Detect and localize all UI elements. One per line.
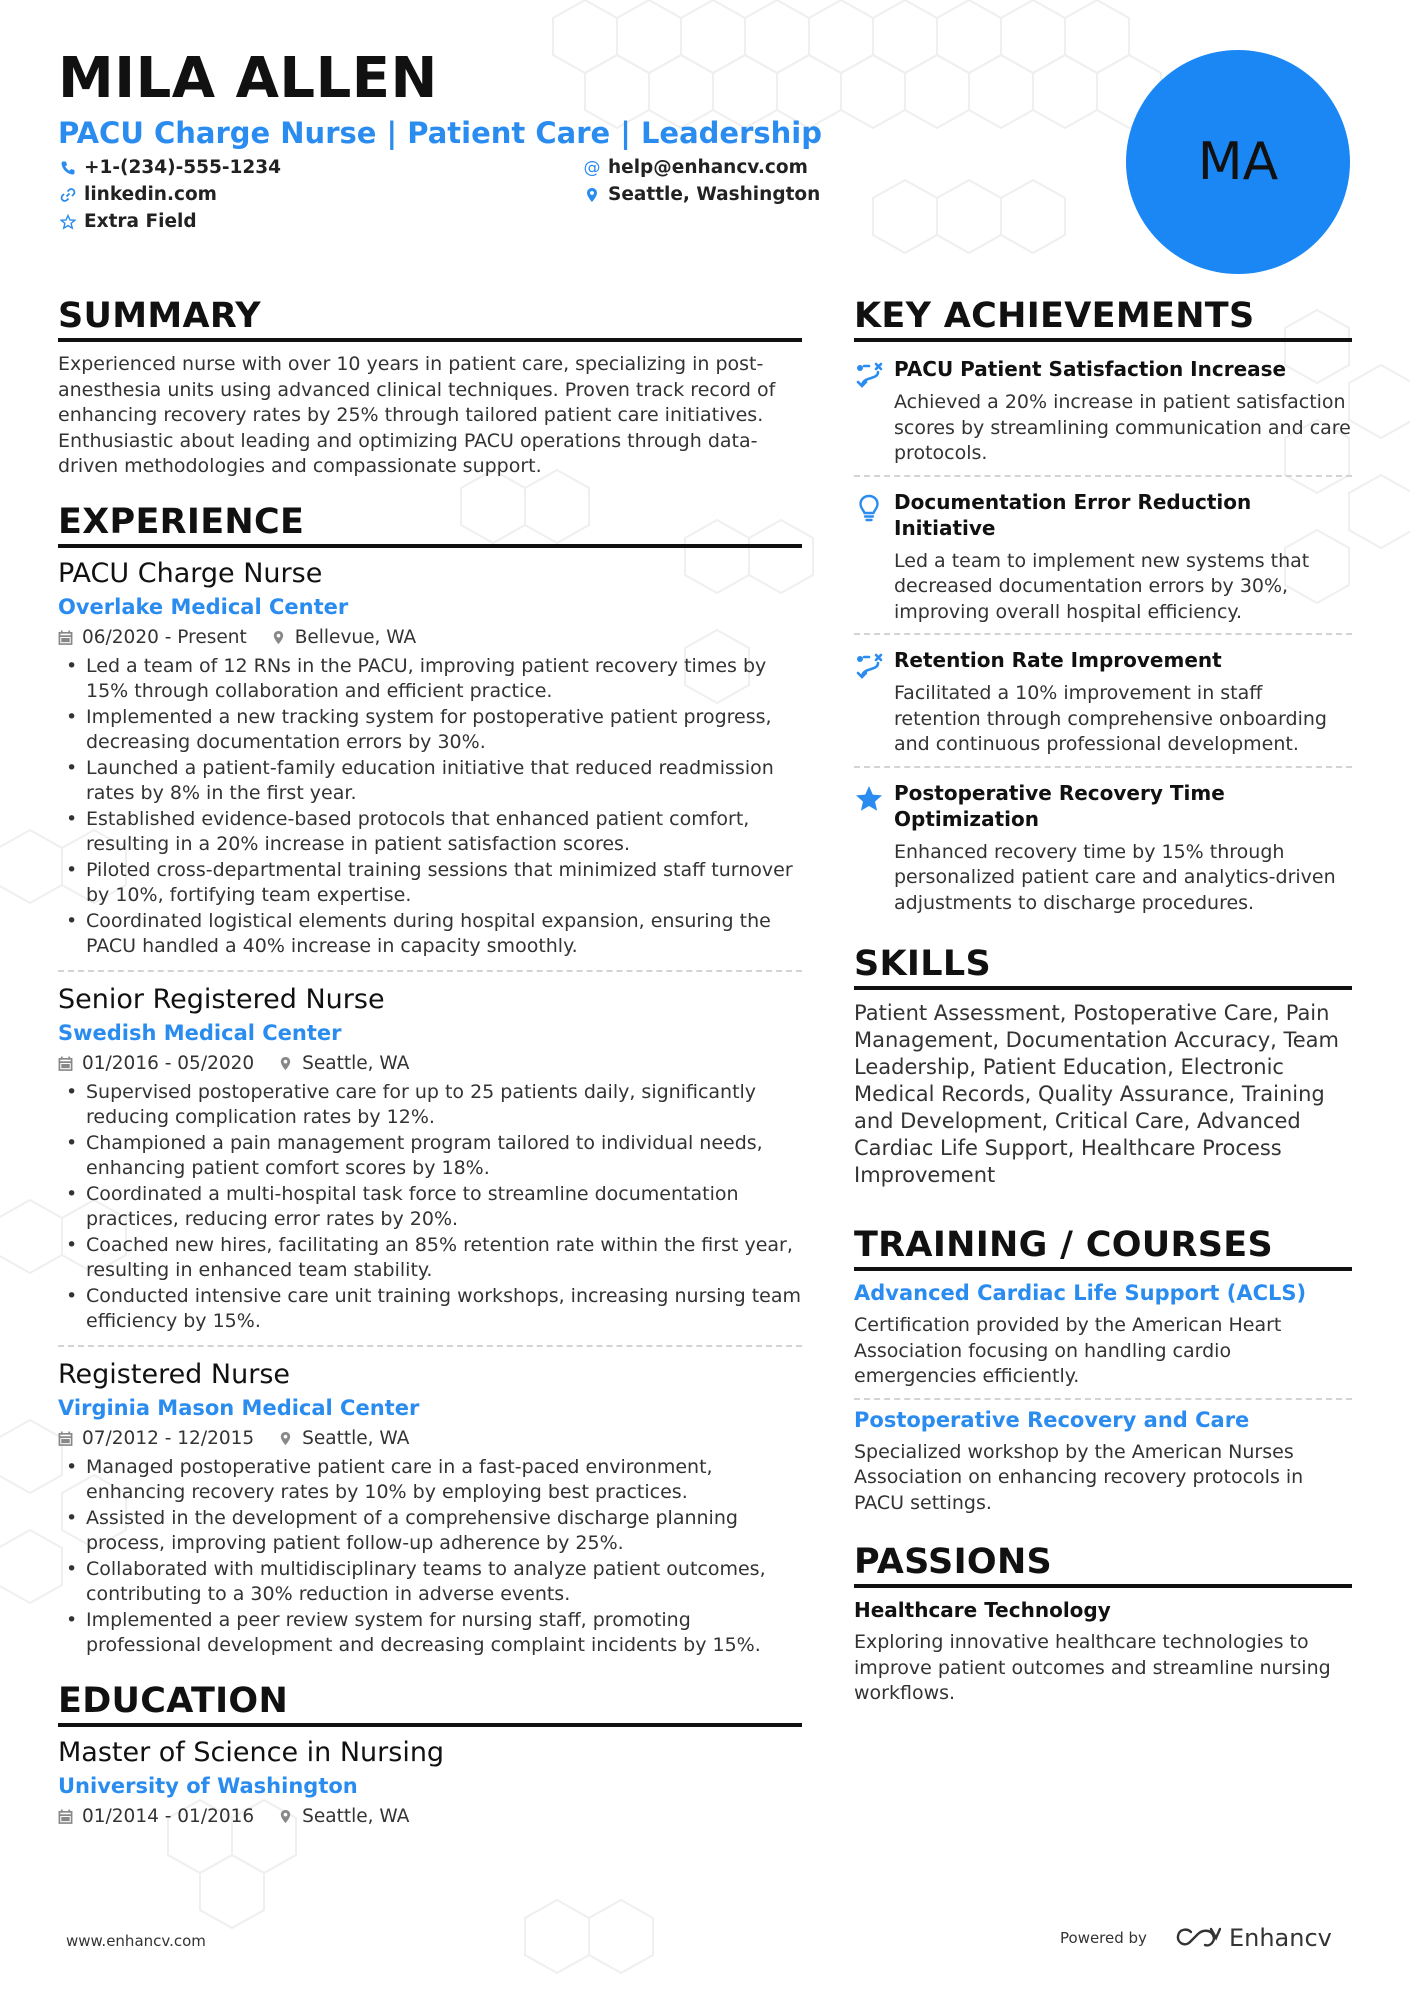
achievement-title: PACU Patient Satisfaction Increase [894, 357, 1287, 381]
achievement-desc: Achieved a 20% increase in patient satisfaction scores by streamlining communication and care protocols. [894, 391, 1351, 464]
job-dates [58, 1428, 254, 1449]
job-bullet: • Piloted cross-departmental training sessions that minimized staff turnover by 10%, fortifying team expertise. [58, 858, 802, 909]
achievement-desc: Facilitated a 10% improvement in staff retention through comprehensive onboarding and continuous professional development. [894, 682, 1327, 755]
avatar: MA [1126, 50, 1350, 274]
enhancv-brand-text: Enhancv [1228, 1924, 1332, 1952]
phone-text: +1-(234)-555-1234 [84, 157, 282, 178]
passions-heading: PASSIONS [854, 1542, 1352, 1588]
experience-heading: EXPERIENCE [58, 502, 802, 548]
calendar-icon [58, 630, 73, 645]
training-heading: TRAINING / COURSES [854, 1225, 1352, 1271]
contact-extra [60, 211, 197, 232]
phone-icon [60, 160, 76, 176]
job-bullets [58, 1455, 802, 1659]
course-title: Postoperative Recovery and Care [854, 1407, 1250, 1432]
job-company: Swedish Medical Center [58, 1020, 342, 1045]
job-dates [58, 1053, 254, 1074]
job-bullet: • Coached new hires, facilitating an 85% retention rate within the first year, resulting in enhanced team stability. [58, 1233, 802, 1284]
job-bullet: • Implemented a peer review system for nursing staff, promoting professional development and decreasing complaint incidents by 15%. [58, 1608, 802, 1659]
summary-heading: SUMMARY [58, 296, 802, 342]
route-icon [854, 356, 894, 467]
education-location [278, 1806, 409, 1827]
job-meta [58, 1428, 802, 1449]
achievement-item [854, 768, 1352, 925]
extra-field-text: Extra Field [84, 211, 197, 232]
course-desc: Certification provided by the American Heart Association focusing on handling cardio emergencies efficiently. [854, 1314, 1282, 1387]
job-role: PACU Charge Nurse [58, 557, 323, 589]
course-title: Advanced Cardiac Life Support (ACLS) [854, 1281, 1307, 1305]
education-degree: Master of Science in Nursing [58, 1736, 445, 1768]
job-company: Virginia Mason Medical Center [58, 1395, 420, 1420]
course-desc: Specialized workshop by the American Nurses Association on enhancing recovery protocols in PACU settings. [854, 1440, 1304, 1514]
job-dates-text: 07/2012 - 12/2015 [82, 1427, 255, 1449]
job-bullet: • Conducted intensive care unit training workshops, increasing nursing team efficiency by 15%. [58, 1284, 802, 1335]
candidate-title: PACU Charge Nurse | Patient Care | Leadership [58, 116, 822, 150]
education-dates-text: 01/2014 - 01/2016 [82, 1805, 255, 1827]
right-column [854, 296, 1352, 1707]
course-item [854, 1273, 1352, 1400]
achievement-title: Postoperative Recovery Time Optimization [894, 780, 1225, 831]
contact-email[interactable] [584, 157, 808, 178]
lightbulb-icon [854, 489, 894, 626]
job-bullet: • Coordinated a multi-hospital task force to streamline documentation practices, reducing error rates by 20%. [58, 1182, 802, 1233]
achievements-heading: KEY ACHIEVEMENTS [854, 296, 1352, 342]
passion-desc: Exploring innovative healthcare technologies to improve patient outcomes and streamline nursing workflows. [854, 1631, 1331, 1704]
job-location-text: Seattle, WA [302, 1427, 410, 1449]
job-meta [58, 627, 802, 648]
job-bullet: • Established evidence-based protocols that enhanced patient comfort, resulting in a 20% increase in patient satisfaction scores. [58, 807, 802, 858]
job-bullet: • Coordinated logistical elements during hospital expansion, ensuring the PACU handled a 40% increase in capacity smoothly. [58, 909, 802, 960]
contact-location [584, 184, 820, 205]
link-icon [60, 187, 76, 203]
job-entry [58, 1359, 802, 1669]
job-meta [58, 1053, 802, 1074]
calendar-icon [58, 1056, 73, 1071]
skills-text: Patient Assessment, Postoperative Care, Pain Management, Documentation Accuracy, Team Leadership, Patient Education, Electronic Medical Records, Quality Assurance, Training and Development, Critical Care, Advanced Cardiac Life Support, Healthcare Process Improvement [854, 1001, 1339, 1187]
job-entry [58, 984, 802, 1347]
star-icon [854, 780, 894, 917]
enhancv-logo[interactable] [1175, 1924, 1332, 1952]
map-pin-icon [278, 1809, 293, 1824]
job-bullet: • Launched a patient-family education initiative that reduced readmission rates by 8% in the first year. [58, 756, 802, 807]
achievement-item [854, 477, 1352, 636]
linkedin-text: linkedin.com [84, 184, 217, 205]
calendar-icon [58, 1809, 73, 1824]
map-pin-icon [584, 187, 600, 203]
job-dates-text: 06/2020 - Present [82, 626, 247, 648]
job-bullets [58, 654, 802, 960]
map-pin-icon [278, 1056, 293, 1071]
job-bullets [58, 1080, 802, 1335]
job-dates-text: 01/2016 - 05/2020 [82, 1052, 255, 1074]
education-heading: EDUCATION [58, 1681, 802, 1727]
at-icon: @ [583, 157, 601, 178]
education-school: University of Washington [58, 1773, 358, 1798]
achievement-desc: Enhanced recovery time by 15% through personalized patient care and analytics-driven adjustments to discharge procedures. [894, 840, 1336, 914]
map-pin-icon [271, 630, 286, 645]
achievement-title: Retention Rate Improvement [894, 648, 1222, 672]
education-dates [58, 1806, 254, 1827]
job-role: Senior Registered Nurse [58, 983, 385, 1015]
star-outline-icon [60, 214, 76, 230]
achievement-item [854, 635, 1352, 768]
education-meta [58, 1806, 802, 1827]
calendar-icon [58, 1431, 73, 1446]
footer-branding [1060, 1924, 1332, 1952]
route-icon [854, 647, 894, 758]
job-entry [58, 558, 802, 972]
powered-by-text: Powered by [1060, 1929, 1147, 1947]
passion-title: Healthcare Technology [854, 1598, 1111, 1622]
enhancv-logo-icon [1175, 1925, 1221, 1951]
job-bullet: • Assisted in the development of a comprehensive discharge planning process, improving patient follow-up adherence by 25%. [58, 1506, 802, 1557]
candidate-name: MILA ALLEN [58, 46, 438, 111]
job-bullet: • Collaborated with multidisciplinary teams to analyze patient outcomes, contributing to a 30% reduction in adverse events. [58, 1557, 802, 1608]
job-dates [58, 627, 247, 648]
job-company: Overlake Medical Center [58, 594, 349, 619]
email-text: help@enhancv.com [608, 157, 808, 178]
skills-heading: SKILLS [854, 944, 1352, 990]
summary-text: Experienced nurse with over 10 years in patient care, specializing in post-anesthesia units using advanced clinical techniques. Proven track record of enhancing recovery rates by 25% through tailored patient care initiatives. Enthusiastic about leading and optimizing PACU operations through data-driven methodologies and compassionate support. [58, 353, 776, 477]
job-location-text: Seattle, WA [302, 1052, 410, 1074]
footer-website[interactable]: www.enhancv.com [66, 1932, 206, 1950]
job-location-text: Bellevue, WA [294, 626, 417, 648]
job-location [271, 627, 417, 648]
achievement-desc: Led a team to implement new systems that decreased documentation errors by 30%, improving overall hospital efficiency. [894, 549, 1310, 623]
map-pin-icon [278, 1431, 293, 1446]
job-location [278, 1053, 409, 1074]
job-bullet: • Supervised postoperative care for up to 25 patients daily, significantly reducing complication rates by 12%. [58, 1080, 802, 1131]
left-column [58, 296, 802, 1827]
achievement-title: Documentation Error Reduction Initiative [894, 489, 1252, 540]
job-bullet: • Led a team of 12 RNs in the PACU, improving patient recovery times by 15% through collaboration and efficient practice. [58, 654, 802, 705]
job-bullet: • Implemented a new tracking system for postoperative patient progress, decreasing documentation errors by 30%. [58, 705, 802, 756]
course-item [854, 1400, 1352, 1525]
job-role: Registered Nurse [58, 1358, 290, 1390]
job-location [278, 1428, 409, 1449]
contact-linkedin[interactable] [60, 184, 217, 205]
education-location-text: Seattle, WA [302, 1805, 410, 1827]
job-bullet: • Championed a pain management program tailored to individual needs, enhancing patient comfort scores by 18%. [58, 1131, 802, 1182]
job-bullet: • Managed postoperative patient care in a fast-paced environment, enhancing recovery rates by 10% by employing best practices. [58, 1455, 802, 1506]
achievement-item [854, 344, 1352, 477]
contact-phone[interactable] [60, 157, 281, 178]
location-text: Seattle, Washington [608, 184, 821, 205]
